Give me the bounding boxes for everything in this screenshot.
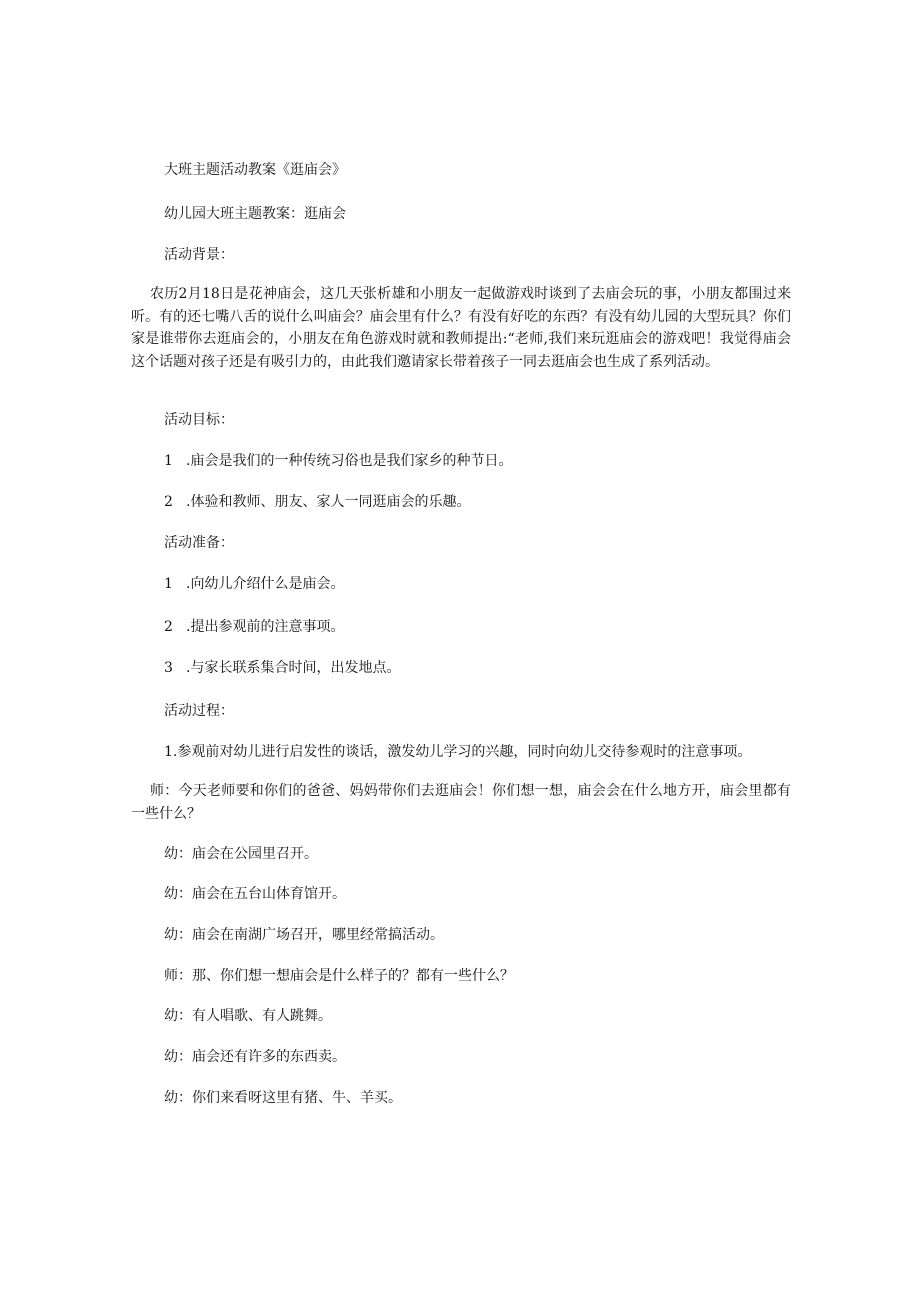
child-answer-3: 幼：庙会在南湖广场召开，哪里经常搞活动。 [164, 927, 444, 943]
background-paragraph: 农历2月18日是花神庙会，这几天张析雄和小朋友一起做游戏时谈到了去庙会玩的事，小朋友都围过来听。有的还七嘴八舌的说什么叫庙会？庙会里有什么？有没有好吃的东西？有没有幼儿园的大型玩具？你们家是谁带你去逛庙会的，小朋友在角色游戏时就和教师提出:“老师,我们来玩逛庙会的游戏吧！我觉得庙会这个话题对孩子还是有吸引力的，由此我们邀请家长带着孩子一同去逛庙会也生成了系列活动。 [131, 286, 791, 370]
document-subtitle: 幼儿园大班主题教案：逛庙会 [164, 206, 346, 222]
goals-heading: 活动目标： [164, 412, 234, 428]
child-answer-5: 幼：庙会还有许多的东西卖。 [164, 1049, 346, 1065]
document-title: 大班主题活动教案《逛庙会》 [164, 162, 346, 178]
prep-item-3 [164, 658, 400, 678]
goal-item-1 [164, 451, 512, 471]
prep-heading: 活动准备： [164, 535, 234, 551]
goal-text: .庙会是我们的一种传统习俗也是我们家乡的种节日。 [186, 453, 513, 469]
goal-number: 1 [164, 453, 173, 469]
prep-text: .与家长联系集合时间，出发地点。 [186, 660, 401, 676]
prep-number: 3 [164, 660, 173, 676]
prep-item-2 [164, 617, 344, 637]
process-heading: 活动过程： [164, 703, 234, 719]
prep-item-1 [164, 574, 344, 594]
prep-text: .向幼儿介绍什么是庙会。 [186, 576, 345, 592]
child-answer-4: 幼：有人唱歌、有人跳舞。 [164, 1008, 332, 1024]
goal-item-2 [164, 492, 470, 512]
teacher-question-1: 师：今天老师要和你们的爸爸、妈妈带你们去逛庙会！你们想一想，庙会会在什么地方开，庙会里都有一些什么？ [131, 783, 791, 822]
goal-text: .体验和教师、朋友、家人一同逛庙会的乐趣。 [186, 494, 471, 510]
prep-number: 2 [164, 619, 173, 635]
prep-text: .提出参观前的注意事项。 [186, 619, 345, 635]
child-answer-6: 幼：你们来看呀这里有猪、牛、羊买。 [164, 1090, 402, 1106]
goal-number: 2 [164, 494, 173, 510]
background-heading: 活动背景： [164, 247, 234, 263]
process-step-1: 1.参观前对幼儿进行启发性的谈话，激发幼儿学习的兴趣，同时向幼儿交待参观时的注意事项。 [164, 744, 752, 760]
child-answer-2: 幼：庙会在五台山体育馆开。 [164, 886, 346, 902]
child-answer-1: 幼：庙会在公园里召开。 [164, 846, 318, 862]
prep-number: 1 [164, 576, 173, 592]
teacher-question-2: 师：那、你们想一想庙会是什么样子的？都有一些什么？ [164, 968, 514, 984]
